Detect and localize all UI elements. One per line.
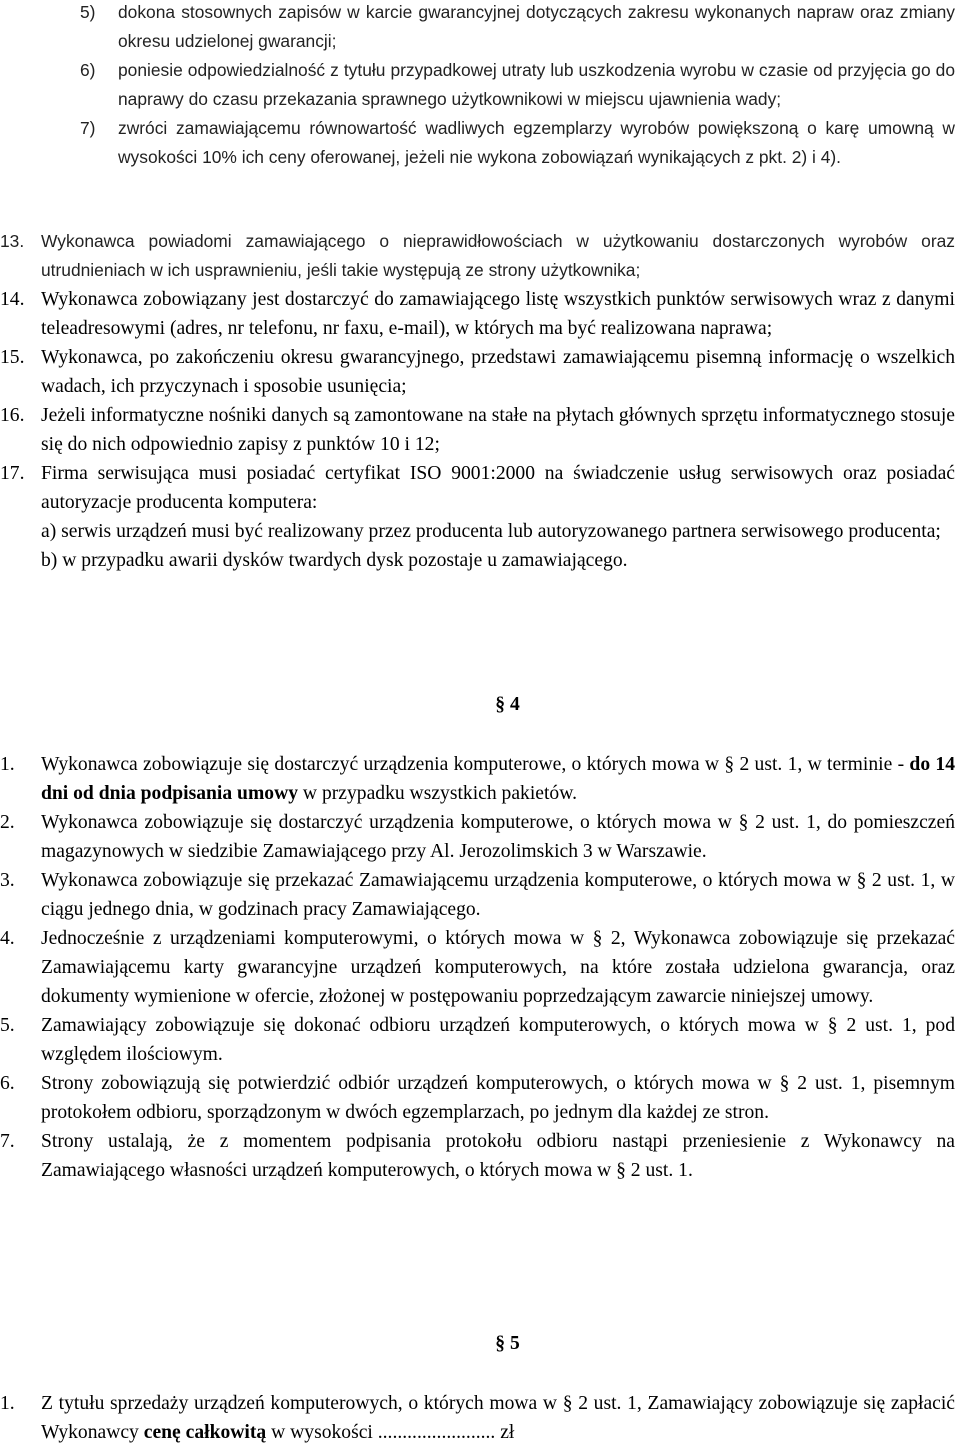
subitem-text: poniesie odpowiedzialność z tytułu przypadkowej utraty lub uszkodzenia wyrobu w czasie od przyjęcia go do naprawy do czasu przekazania sprawnego użytkownikowi w miejscu ujawnienia wady; xyxy=(118,60,955,109)
item-text: Wykonawca zobowiązany jest dostarczyć do zamawiającego listę wszystkich punktów serwisowych wraz z danymi teleadresowymi (adres, nr telefonu, nr faxu, e-mail), w których ma być realizowana naprawa; xyxy=(41,289,955,339)
section4-item-4 xyxy=(0,924,955,1011)
section5-item-1 xyxy=(0,1389,955,1447)
item-number: 5. xyxy=(0,1015,15,1036)
item-number: 16. xyxy=(0,405,25,426)
item-text: Jednocześnie z urządzeniami komputerowymi, o których mowa w § 2, Wykonawca zobowiązuje się przekazać Zamawiającemu karty gwarancyjne urządzeń komputerowych, na które została udzielona gwarancja, oraz dokumenty wymienione w ofercie, złożonej w postępowaniu poprzedzającym zawarcie niniejszej umowy. xyxy=(41,928,955,1007)
section4-item-1 xyxy=(0,750,955,808)
item-text: Wykonawca zobowiązuje się przekazać Zamawiającemu urządzenia komputerowe, o których mowa w § 2 ust. 1, w ciągu jednego dnia, w godzinach pracy Zamawiającego. xyxy=(41,870,955,920)
subitem-number: 7) xyxy=(80,118,96,138)
item-17-a: a) serwis urządzeń musi być realizowany przez producenta lub autoryzowanego partnera serwisowego producenta; xyxy=(41,521,941,542)
subitem-number: 6) xyxy=(80,60,96,80)
item-number: 15. xyxy=(0,347,25,368)
subitem-text: dokona stosownych zapisów w karcie gwarancyjnej dotyczących zakresu wykonanych napraw oraz zmiany okresu udzielonej gwarancji; xyxy=(118,2,955,51)
item-text: Strony zobowiązują się potwierdzić odbiór urządzeń komputerowych, o których mowa w § 2 ust. 1, pisemnym protokołem odbioru, sporządzonym w dwóch egzemplarzach, po jednym dla każdej ze stron. xyxy=(41,1073,955,1123)
item-number: 1. xyxy=(0,1393,15,1414)
item-text-pre: Wykonawca zobowiązuje się dostarczyć urządzenia komputerowe, o których mowa w § 2 ust. 1, w terminie - xyxy=(41,754,910,775)
section4-item-5 xyxy=(0,1011,955,1069)
item-17-b: b) w przypadku awarii dysków twardych dysk pozostaje u zamawiającego. xyxy=(41,550,628,571)
item-text-bold: cenę całkowitą xyxy=(143,1422,267,1443)
item-text-post: w przypadku wszystkich pakietów. xyxy=(298,783,577,804)
item-number: 17. xyxy=(0,463,25,484)
section-heading: § 4 xyxy=(495,694,520,715)
subitem-number: 5) xyxy=(80,2,96,22)
subitem-7 xyxy=(0,114,955,172)
main-items-list xyxy=(0,227,955,575)
item-text: Strony ustalają, że z momentem podpisania protokołu odbioru nastąpi przeniesienie z Wykonawcy na Zamawiającego własności urządzeń komputerowych, o których mowa w § 2 ust. 1. xyxy=(41,1131,955,1181)
item-13 xyxy=(0,227,955,285)
item-number: 3. xyxy=(0,870,15,891)
subitems-list xyxy=(0,0,955,172)
section-heading: § 5 xyxy=(495,1333,520,1354)
section4-item-7 xyxy=(0,1127,955,1185)
section4-item-2 xyxy=(0,808,955,866)
section-5 xyxy=(0,1315,955,1447)
item-text: Wykonawca zobowiązuje się dostarczyć urządzenia komputerowe, o których mowa w § 2 ust. 1, do pomieszczeń magazynowych w siedzibie Zamawiającego przy Al. Jerozolimskich 3 w Warszawie. xyxy=(41,812,955,862)
item-17 xyxy=(0,459,955,517)
item-number: 2. xyxy=(0,812,15,833)
item-number: 14. xyxy=(0,289,25,310)
item-text: Wykonawca, po zakończeniu okresu gwarancyjnego, przedstawi zamawiającemu pisemną informację o wszelkich wadach, ich przyczynach i sposobie usunięcia; xyxy=(41,347,955,397)
item-14 xyxy=(0,285,955,343)
item-number: 13. xyxy=(0,231,25,251)
item-number: 1. xyxy=(0,754,15,775)
item-number: 6. xyxy=(0,1073,15,1094)
item-number: 4. xyxy=(0,928,15,949)
subitem-5 xyxy=(0,0,955,56)
item-text-bold: do 14 dni od dnia podpisania umowy xyxy=(41,754,956,804)
item-15 xyxy=(0,343,955,401)
item-text: Jeżeli informatyczne nośniki danych są zamontowane na stałe na płytach głównych sprzętu informatycznego stosuje się do nich odpowiednio zapisy z punktów 10 i 12; xyxy=(41,405,955,455)
item-text: Firma serwisująca musi posiadać certyfikat ISO 9001:2000 na świadczenie usług serwisowych oraz posiadać autoryzacje producenta komputera: xyxy=(41,463,955,513)
item-16 xyxy=(0,401,955,459)
item-text-pre: Z tytułu sprzedaży urządzeń komputerowych, o których mowa w § 2 ust. 1, Zamawiający zobowiązuje się zapłacić Wykonawcy xyxy=(41,1393,955,1443)
item-text-post: w wysokości ........................ zł xyxy=(266,1422,515,1443)
item-text: Wykonawca powiadomi zamawiającego o nieprawidłowościach w użytkowaniu dostarczonych wyrobów oraz utrudnieniach w ich usprawnieniu, jeśli takie występują ze strony użytkownika; xyxy=(41,231,955,280)
section4-item-3 xyxy=(0,866,955,924)
subitem-6 xyxy=(0,56,955,114)
item-number: 7. xyxy=(0,1131,15,1152)
subitem-text: zwróci zamawiającemu równowartość wadliwych egzemplarzy wyrobów powiększoną o karę umowną w wysokości 10% ich ceny oferowanej, jeżeli nie wykona zobowiązań wynikających z pkt. 2) i 4). xyxy=(118,118,955,167)
item-text: Zamawiający zobowiązuje się dokonać odbioru urządzeń komputerowych, o których mowa w § 2 ust. 1, pod względem ilościowym. xyxy=(41,1015,955,1065)
section-4 xyxy=(0,676,955,1185)
section4-item-6 xyxy=(0,1069,955,1127)
